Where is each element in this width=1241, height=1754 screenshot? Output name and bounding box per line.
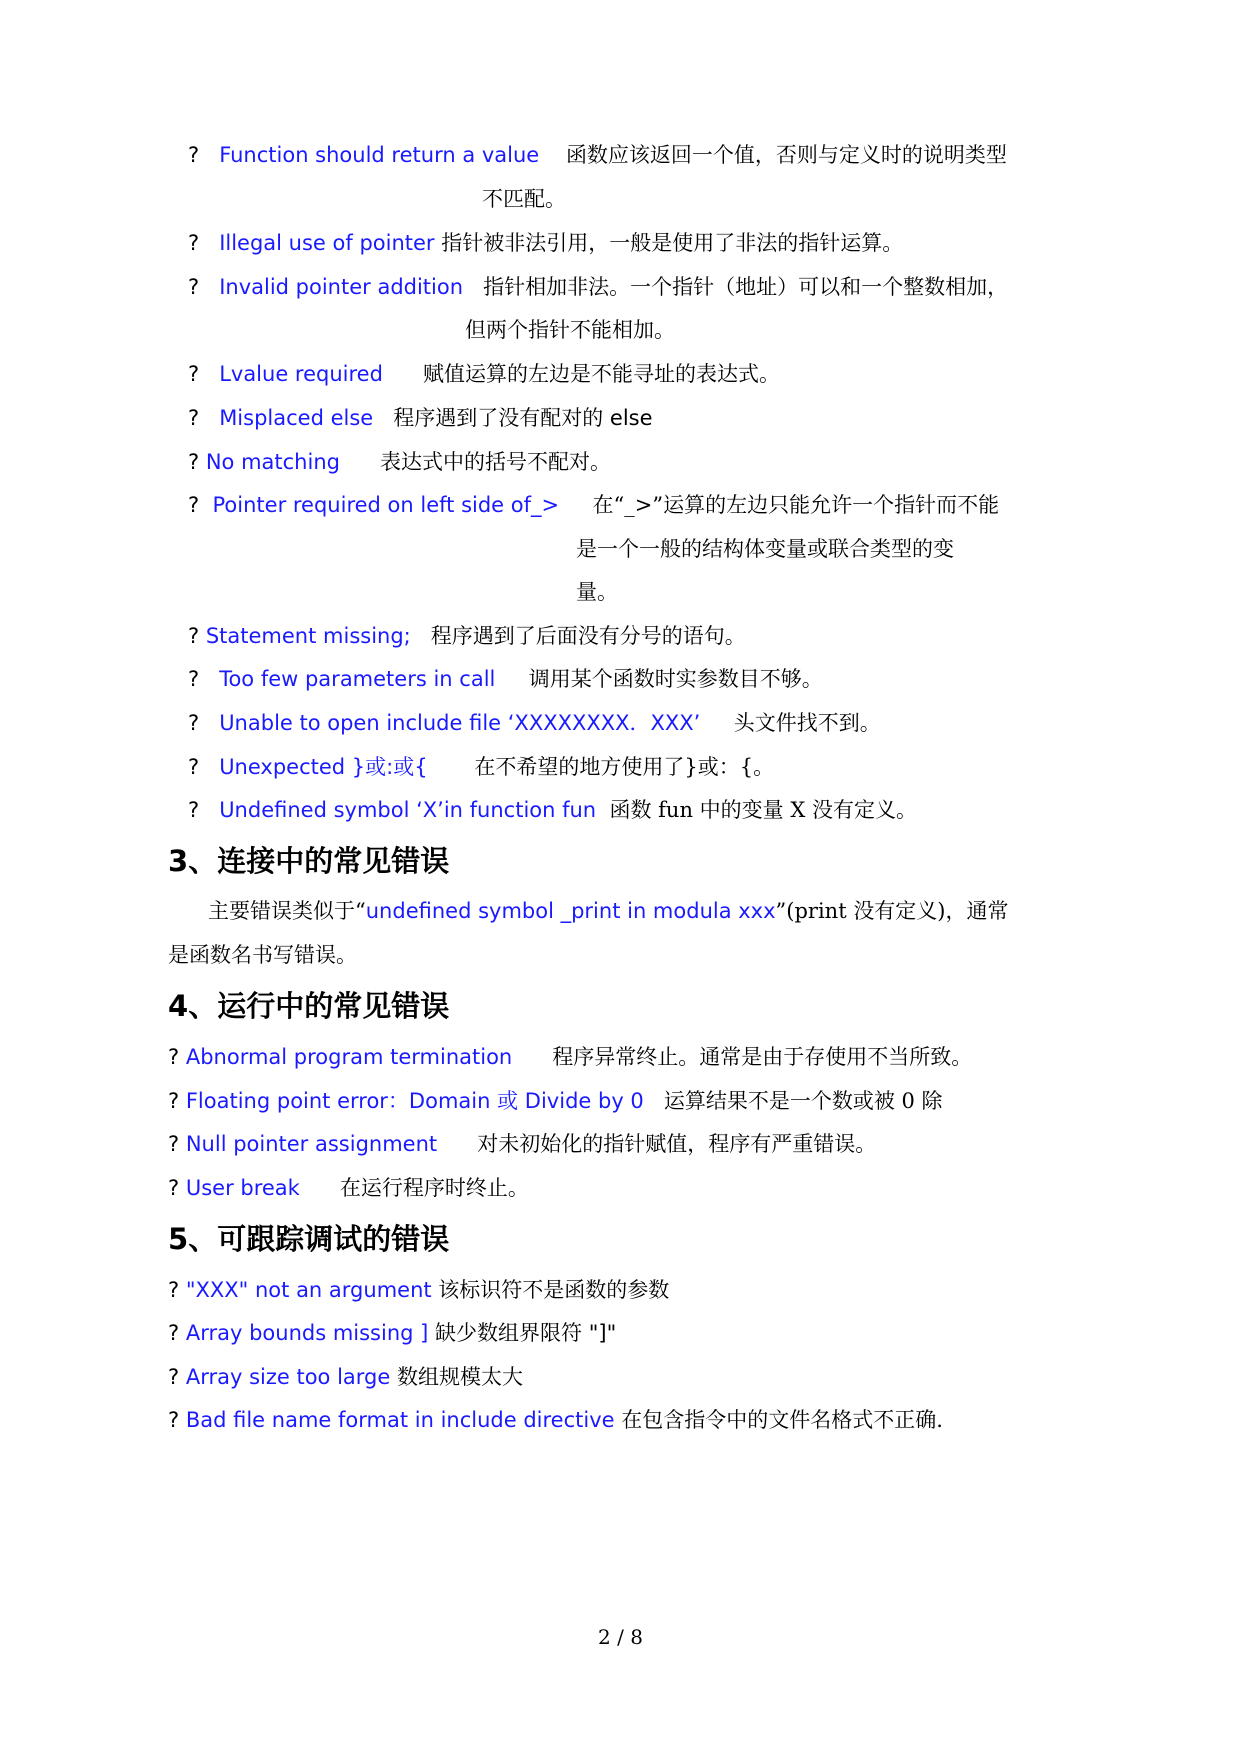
section-heading bbox=[168, 841, 449, 881]
error-item bbox=[168, 1129, 876, 1159]
error-message: Unexpected }或:或{ bbox=[219, 755, 428, 779]
error-message: User break bbox=[185, 1176, 300, 1200]
section-number: 4 bbox=[168, 989, 189, 1023]
bullet-marker: ? bbox=[188, 143, 200, 167]
bullet-marker: ? bbox=[168, 1045, 180, 1069]
section-heading bbox=[168, 1219, 449, 1259]
error-description: 该标识符不是函数的参数 bbox=[438, 1278, 670, 1302]
bullet-marker: ? bbox=[188, 493, 200, 517]
bullet-marker: ? bbox=[188, 450, 200, 474]
error-message: Pointer required on left side of_> bbox=[212, 493, 560, 517]
error-description: 程序异常终止。通常是由于存使用不当所致。 bbox=[552, 1045, 973, 1069]
error-description: 对未初始化的指针赋值，程序有严重错误。 bbox=[477, 1132, 877, 1156]
error-item bbox=[188, 228, 903, 258]
error-message: Bad file name format in include directive bbox=[185, 1408, 615, 1432]
paragraph-text: ”(print 没有定义)，通常 bbox=[775, 899, 1009, 923]
error-message: Floating point error：Domain bbox=[185, 1089, 491, 1113]
error-message: Unable to open include file ‘XXXXXXXX．XXX’ bbox=[219, 711, 701, 735]
error-description-continued: 但两个指针不能相加。 bbox=[465, 318, 675, 342]
error-item bbox=[188, 795, 917, 825]
bullet-marker: ? bbox=[188, 362, 200, 386]
error-item bbox=[188, 140, 1007, 170]
bullet-marker: ? bbox=[168, 1321, 180, 1345]
paragraph bbox=[208, 896, 1009, 926]
error-message: Array size too large bbox=[185, 1365, 391, 1389]
error-description: 程序遇到了没有配对的 bbox=[393, 406, 604, 430]
error-description: 表达式中的括号不配对。 bbox=[380, 450, 612, 474]
error-item bbox=[188, 447, 611, 477]
bullet-marker: ? bbox=[188, 231, 200, 255]
section-number: 3 bbox=[168, 844, 189, 878]
error-description-continued: 是一个一般的结构体变量或联合类型的变 bbox=[576, 537, 954, 561]
error-description-continued: 量。 bbox=[576, 580, 618, 604]
error-item bbox=[188, 664, 823, 694]
keyword: else bbox=[609, 406, 653, 430]
error-message: Too few parameters in call bbox=[219, 667, 496, 691]
error-message: Null pointer assignment bbox=[185, 1132, 438, 1156]
bullet-marker: ? bbox=[168, 1278, 180, 1302]
error-description: 调用某个函数时实参数目不够。 bbox=[528, 667, 823, 691]
error-item bbox=[188, 752, 774, 782]
paragraph-text: 主要错误类似于“ bbox=[208, 899, 366, 923]
bullet-marker: ? bbox=[188, 275, 200, 299]
bullet-marker: ? bbox=[188, 667, 200, 691]
bullet-marker: ? bbox=[188, 755, 200, 779]
error-description-continued: 不匹配。 bbox=[482, 187, 566, 211]
bullet-marker: ? bbox=[188, 406, 200, 430]
paragraph-text: 是函数名书写错误。 bbox=[168, 943, 357, 967]
error-message: Illegal use of pointer bbox=[219, 231, 435, 255]
error-item bbox=[188, 490, 999, 520]
error-message: Abnormal program termination bbox=[185, 1045, 513, 1069]
error-description: 指针被非法引用，一般是使用了非法的指针运算。 bbox=[441, 231, 904, 255]
error-description: 数组规模太大 bbox=[396, 1365, 523, 1389]
error-description: 赋值运算的左边是不能寻址的表达式。 bbox=[422, 362, 780, 386]
bullet-marker: ? bbox=[168, 1176, 180, 1200]
bullet-marker: ? bbox=[168, 1089, 180, 1113]
error-description: 在运行程序时终止。 bbox=[339, 1176, 529, 1200]
error-description: 在包含指令中的文件名格式不正确. bbox=[621, 1408, 943, 1432]
error-message: Statement missing; bbox=[205, 624, 411, 648]
bullet-marker: ? bbox=[168, 1132, 180, 1156]
bullet-marker: ? bbox=[188, 798, 200, 822]
error-message: Function should return a value bbox=[219, 143, 540, 167]
error-item bbox=[188, 272, 1008, 302]
error-item bbox=[188, 708, 881, 738]
error-item bbox=[168, 1318, 616, 1348]
page-number: 2 / 8 bbox=[598, 1625, 643, 1649]
error-message: Misplaced else bbox=[219, 406, 374, 430]
error-description: 在不希望的地方使用了}或：{。 bbox=[474, 755, 775, 779]
section-title: 、可跟踪调试的错误 bbox=[188, 1222, 450, 1256]
error-message: Invalid pointer addition bbox=[219, 275, 464, 299]
error-message: Array bounds missing ] bbox=[185, 1321, 429, 1345]
error-item bbox=[168, 1173, 529, 1203]
error-item bbox=[188, 403, 653, 433]
error-description: 程序遇到了后面没有分号的语句。 bbox=[430, 624, 746, 648]
error-message: Undefined symbol ‘X’in function fun bbox=[219, 798, 597, 822]
error-message: Lvalue required bbox=[219, 362, 383, 386]
error-description: 运算结果不是一个数或被 0 除 bbox=[663, 1089, 943, 1113]
error-message: "XXX" not an argument bbox=[185, 1278, 432, 1302]
error-item bbox=[168, 1362, 523, 1392]
keyword: "]" bbox=[588, 1321, 617, 1345]
section-number: 5 bbox=[168, 1222, 189, 1256]
error-message: No matching bbox=[205, 450, 340, 474]
section-heading bbox=[168, 986, 449, 1026]
error-message: Divide by 0 bbox=[524, 1089, 644, 1113]
error-description: 指针相加非法。一个指针（地址）可以和一个整数相加， bbox=[483, 275, 1009, 299]
error-description: 函数应该返回一个值，否则与定义时的说明类型 bbox=[565, 143, 1007, 167]
error-item bbox=[168, 1275, 669, 1305]
error-message: undefined symbol _print in modula xxx bbox=[365, 899, 776, 923]
error-message-conjunction: 或 bbox=[497, 1089, 519, 1113]
error-item bbox=[168, 1042, 972, 1072]
bullet-marker: ? bbox=[188, 711, 200, 735]
bullet-marker: ? bbox=[168, 1365, 180, 1389]
error-description: 头文件找不到。 bbox=[733, 711, 881, 735]
section-title: 、运行中的常见错误 bbox=[188, 989, 450, 1023]
error-description: 函数 fun 中的变量 X 没有定义。 bbox=[609, 798, 917, 822]
bullet-marker: ? bbox=[188, 624, 200, 648]
error-item bbox=[188, 359, 780, 389]
error-description: 在“_>”运算的左边只能允许一个指针而不能 bbox=[592, 493, 1000, 517]
error-item bbox=[168, 1405, 943, 1435]
bullet-marker: ? bbox=[168, 1408, 180, 1432]
section-title: 、连接中的常见错误 bbox=[188, 844, 450, 878]
error-item bbox=[168, 1086, 943, 1116]
error-item bbox=[188, 621, 746, 651]
error-description: 缺少数组界限符 bbox=[435, 1321, 583, 1345]
